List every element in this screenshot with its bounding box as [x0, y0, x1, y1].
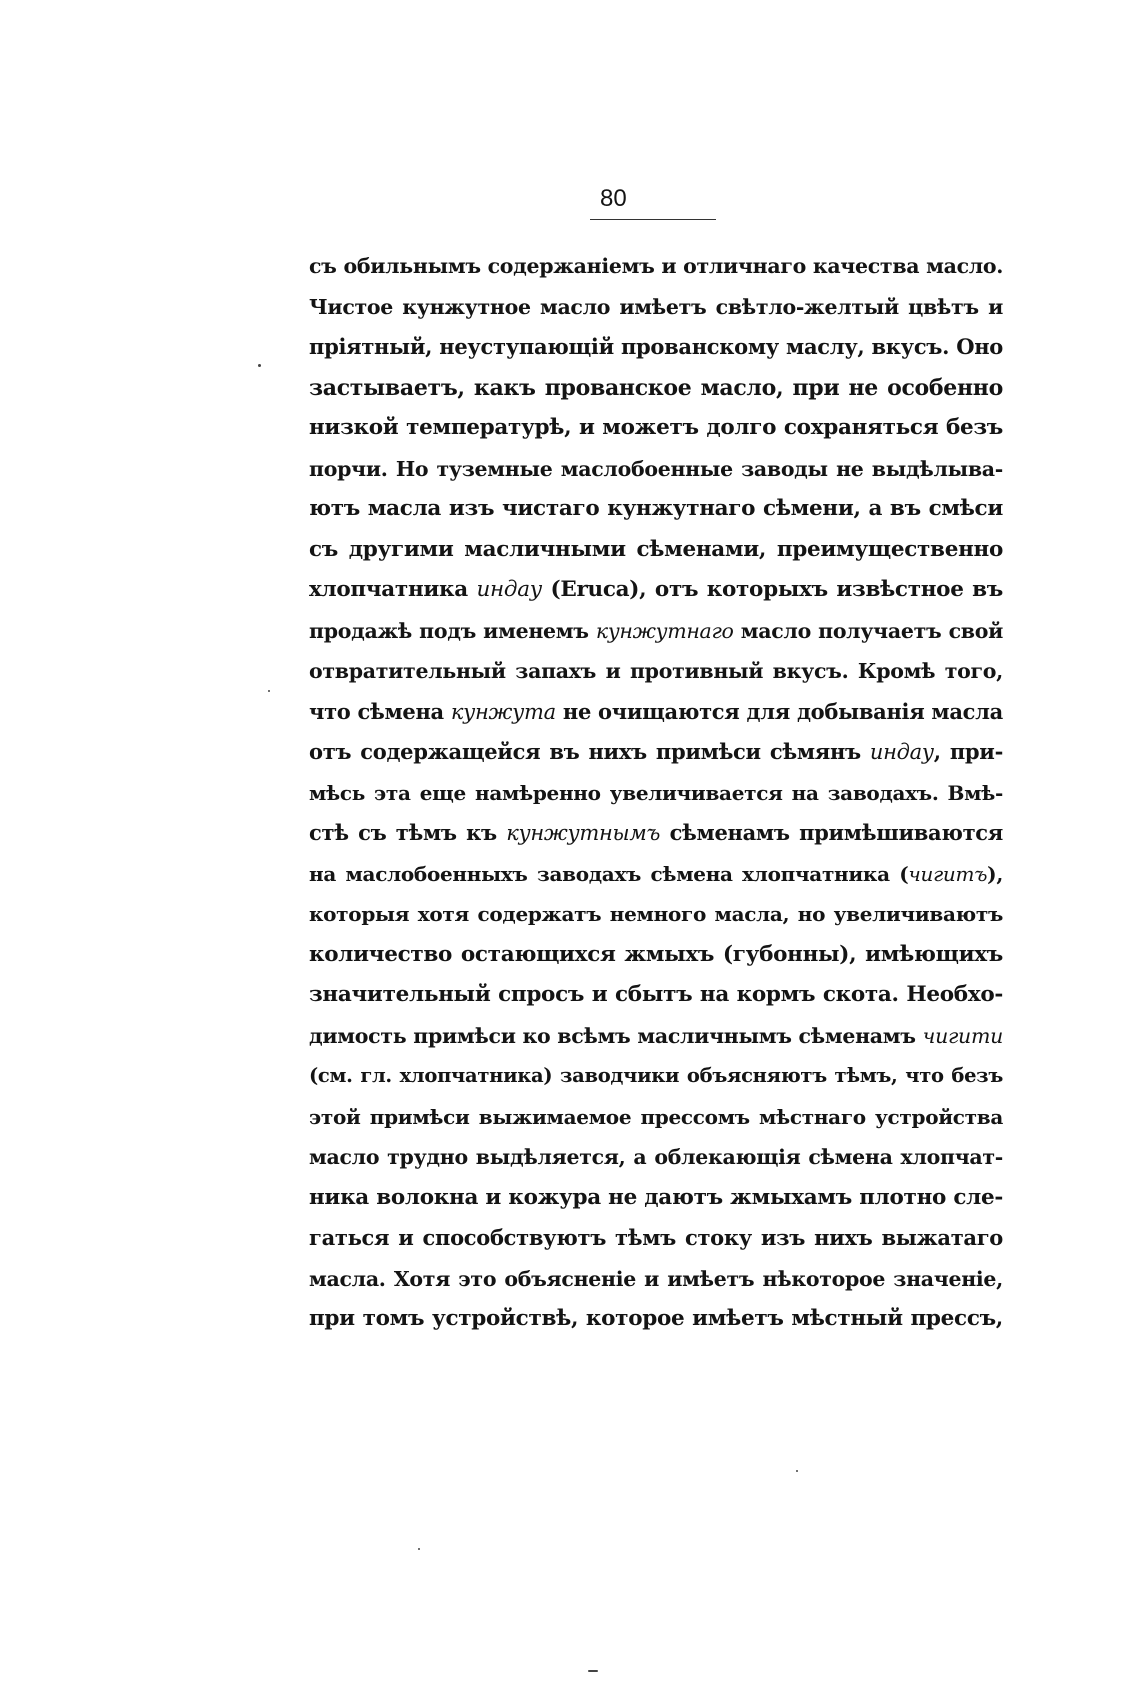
- text-run: которыя хотя содержатъ немного масла, но увеличиваютъ: [309, 902, 1003, 926]
- text-line: [309, 935, 1003, 976]
- text-run: стѣ съ тѣмъ къ: [309, 820, 507, 845]
- text-line: [309, 813, 1003, 854]
- text-line: [309, 246, 1003, 287]
- text-run: количество остающихся жмыхъ (губонны), имѣющихъ: [309, 941, 1003, 967]
- text-line: [309, 1259, 1003, 1300]
- text-run: низкой температурѣ, и можетъ долго сохраняться безъ: [309, 415, 1003, 440]
- text-line: [309, 489, 1003, 530]
- text-run: ника волокна и кожура не даютъ жмыхамъ плотно сле-: [309, 1184, 1003, 1210]
- text-line: [309, 732, 1003, 773]
- text-run: масло получаетъ свой: [733, 618, 1003, 643]
- italic-term: индау: [476, 577, 542, 602]
- text-run: Чистое кунжутное масло имѣетъ свѣтло-желтый цвѣтъ и: [309, 294, 1003, 319]
- text-line: [309, 287, 1003, 328]
- text-run: при томъ устройствѣ, которое имѣетъ мѣстный прессъ,: [309, 1306, 1003, 1331]
- page-number: 80: [600, 185, 627, 212]
- text-line: [309, 1218, 1003, 1259]
- text-line: [309, 1016, 1003, 1057]
- text-line: [309, 327, 1003, 368]
- italic-term: кунжутнымъ: [506, 821, 661, 845]
- print-speck: [588, 1670, 598, 1672]
- print-speck: [796, 1470, 798, 1472]
- text-line: [309, 975, 1003, 1016]
- text-run: (Eruca), отъ которыхъ извѣстное въ: [541, 577, 1003, 602]
- text-line: [309, 773, 1003, 814]
- text-run: этой примѣси выжимаемое прессомъ мѣстнаго устройства: [309, 1104, 1003, 1129]
- text-line: [309, 449, 1003, 490]
- text-run: (см. гл. хлопчатника) заводчики объясняютъ тѣмъ, что безъ: [309, 1064, 1003, 1087]
- text-line: [309, 1299, 1003, 1340]
- text-line: [309, 530, 1003, 571]
- text-line: [309, 1097, 1003, 1138]
- text-run: продажѣ подъ именемъ: [309, 618, 596, 643]
- italic-term: чигитъ: [908, 861, 988, 886]
- page-number-rule: [590, 219, 716, 220]
- text-run: застываетъ, какъ прованское масло, при не особенно: [309, 374, 1003, 401]
- text-line: [309, 894, 1003, 935]
- text-run: хлопчатника: [309, 577, 477, 602]
- body-text: [309, 246, 1003, 1340]
- text-line: [309, 611, 1003, 652]
- print-speck: [268, 690, 270, 692]
- text-line: [309, 1178, 1003, 1219]
- text-line: [309, 1137, 1003, 1178]
- text-run: гаться и способствуютъ тѣмъ стоку изъ нихъ выжатаго: [309, 1225, 1003, 1250]
- text-run: на маслобоенныхъ заводахъ сѣмена хлопчатника (: [309, 861, 909, 886]
- text-run: порчи. Но туземные маслобоенные заводы не выдѣлыва-: [309, 456, 1003, 481]
- text-run: отвратительный запахъ и противный вкусъ. Кромѣ того,: [309, 659, 1003, 683]
- italic-term: кунжутнаго: [595, 618, 734, 643]
- text-line: [309, 570, 1003, 611]
- text-line: [309, 408, 1003, 449]
- text-run: масла. Хотя это объясненіе и имѣетъ нѣкоторое значеніе,: [309, 1266, 1003, 1291]
- text-line: [309, 368, 1003, 409]
- text-run: не очищаются для добыванія масла: [555, 698, 1003, 724]
- print-speck: [258, 364, 261, 367]
- text-line: [309, 854, 1003, 895]
- text-line: [309, 1056, 1003, 1097]
- text-run: пріятный, неуступающій прованскому маслу, вкусъ. Оно: [309, 334, 1003, 359]
- text-line: [309, 692, 1003, 733]
- print-speck: [418, 1548, 420, 1550]
- text-run: масло трудно выдѣляется, а облекающія сѣмена хлопчат-: [309, 1145, 1003, 1169]
- text-run: мѣсь эта еще намѣренно увеличивается на заводахъ. Вмѣ-: [309, 780, 1003, 805]
- italic-term: индау: [869, 740, 934, 764]
- text-run: съ другими масличными сѣменами, преимущественно: [309, 536, 1003, 562]
- text-run: ),: [987, 861, 1003, 886]
- text-run: что сѣмена: [309, 698, 451, 724]
- text-run: отъ содержащейся въ нихъ примѣси сѣмянъ: [309, 739, 870, 764]
- text-line: [309, 651, 1003, 692]
- text-run: сѣменамъ примѣшиваются: [660, 820, 1003, 845]
- text-run: значительный спросъ и сбытъ на кормъ скота. Необхо-: [309, 982, 1003, 1007]
- italic-term: кунжута: [450, 699, 556, 724]
- text-run: , при-: [933, 739, 1003, 764]
- text-run: ютъ масла изъ чистаго кунжутнаго сѣмени, а въ смѣси: [309, 496, 1003, 521]
- italic-term: чигити: [922, 1023, 1003, 1048]
- text-run: димость примѣси ко всѣмъ масличнымъ сѣменамъ: [309, 1023, 923, 1048]
- text-run: съ обильнымъ содержаніемъ и отличнаго качества масло.: [309, 254, 1004, 278]
